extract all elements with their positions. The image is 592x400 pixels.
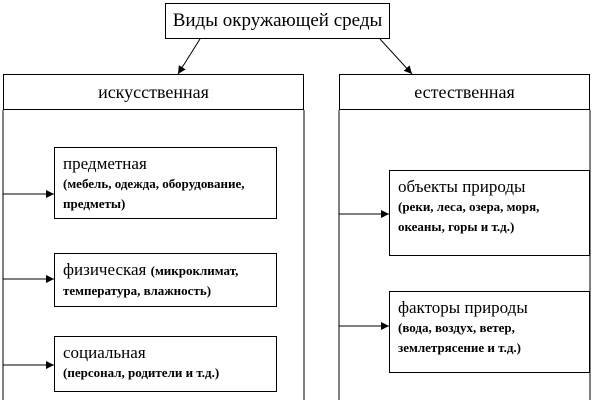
- physical-environment-title: физическая: [63, 260, 151, 279]
- nature-objects-detail: (реки, леса, озера, моря, океаны, горы и т.д.): [398, 199, 540, 234]
- social-environment-box: [54, 336, 277, 392]
- artificial-branch-box: [3, 74, 304, 110]
- nature-factors-title: факторы природы: [398, 298, 528, 317]
- nature-factors-box: [389, 291, 590, 373]
- social-environment-detail: (персонал, родители и т.д.): [63, 365, 220, 380]
- nature-objects-title: объекты природы: [398, 177, 526, 196]
- natural-branch-box: [339, 74, 590, 110]
- arrow-to-left-branch: [178, 39, 200, 74]
- nature-factors-detail: (вода, воздух, ветер, землетрясение и т.д.): [398, 320, 521, 355]
- diagram-title-box: [165, 3, 390, 39]
- nature-objects-box: [389, 170, 590, 256]
- social-environment-title: социальная: [63, 343, 146, 362]
- subject-environment-title: предметная: [63, 154, 147, 173]
- natural-branch-label: естественная: [414, 81, 515, 102]
- physical-environment-detail: (микроклимат, температура, влажность): [63, 263, 239, 298]
- arrow-to-right-branch: [380, 39, 412, 74]
- diagram-title: Виды окружающей среды: [172, 10, 383, 31]
- subject-environment-detail: (мебель, одежда, оборудование, предметы): [63, 176, 245, 211]
- subject-environment-box: [54, 147, 277, 219]
- physical-environment-box: [54, 253, 277, 307]
- artificial-branch-label: искусственная: [98, 81, 209, 102]
